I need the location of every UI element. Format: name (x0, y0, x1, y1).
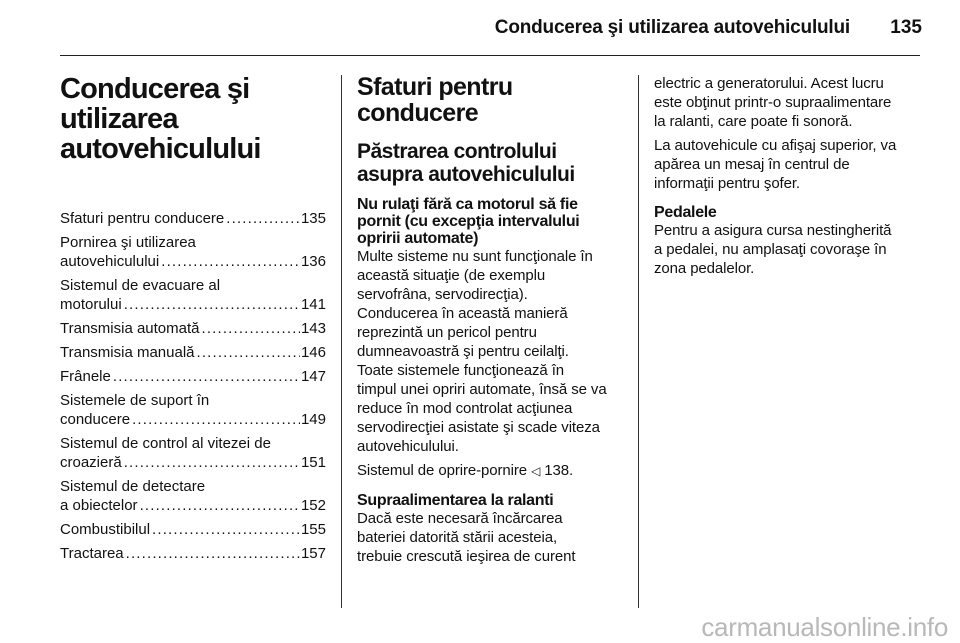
text-line: servofrâna, servodirecţia). (357, 286, 528, 303)
text-line: Multe sisteme nu sunt funcţionale în (357, 248, 593, 265)
pedals-heading: Pedalele (654, 204, 717, 221)
chapter-title-line: utilizarea (60, 103, 178, 135)
text-line: reprezintă un pericol pentru (357, 324, 537, 341)
toc-entry[interactable] (60, 477, 326, 515)
toc-leader-dots (202, 319, 300, 338)
header-divider (60, 55, 920, 56)
text-line: electric a generatorului. Acest lucru (654, 75, 884, 92)
toc-entry-label: Frânele (60, 368, 111, 385)
toc-leader-dots (226, 209, 300, 228)
idle-boost-text-part1 (357, 509, 627, 566)
toc-entry-label: Transmisia automată (60, 320, 200, 337)
heading-line: pornit (cu excepţia intervalului (357, 213, 580, 230)
engine-warning-heading (357, 196, 627, 247)
toc-entry-label: autovehiculului (60, 253, 160, 270)
column-divider-right (638, 75, 639, 608)
toc-leader-dots (113, 367, 300, 386)
text-line: zona pedalelor. (654, 260, 755, 277)
text-line: informaţii pentru şofer. (654, 175, 801, 192)
right-column (654, 74, 924, 283)
toc-column (60, 74, 326, 568)
toc-leader-dots (132, 410, 300, 429)
toc-page-number: 146 (300, 344, 326, 361)
toc-entry[interactable] (60, 367, 326, 386)
toc-leader-dots (124, 295, 300, 314)
toc-page-number: 135 (300, 210, 326, 227)
toc-entry[interactable] (60, 343, 326, 362)
toc-leader-dots (140, 496, 300, 515)
toc-leader-dots (126, 544, 300, 563)
section-title (357, 74, 627, 126)
chapter-title-line: autovehiculului (60, 133, 261, 165)
idle-boost-note (654, 136, 924, 193)
toc-page-number: 155 (300, 521, 326, 538)
idle-boost-heading: Supraalimentarea la ralanti (357, 492, 554, 509)
toc-page-number: 152 (300, 497, 326, 514)
text-line: dumneavoastră şi pentru ceilalţi. (357, 343, 569, 360)
subsection-title-line: Păstrarea controlului (357, 140, 557, 163)
text-line: Conducerea în această manieră (357, 305, 568, 322)
text-line: reduce în mod controlat acţiunea (357, 400, 573, 417)
chapter-title (60, 74, 326, 164)
page-number: 135 (890, 17, 922, 38)
main-column (357, 74, 627, 571)
section-title-line: Sfaturi pentru (357, 73, 513, 101)
toc-page-number: 141 (300, 296, 326, 313)
section-title-line: conducere (357, 99, 479, 127)
text-line: Pentru a asigura cursa nestingherită (654, 222, 892, 239)
text-line: apărea un mesaj în centrul de (654, 156, 850, 173)
chapter-title-line: Conducerea şi (60, 73, 250, 105)
toc-entry-label: Combustibilul (60, 521, 151, 538)
text-line: autovehiculului. (357, 438, 459, 455)
toc-entry-label: Sistemul de detectare (60, 478, 206, 495)
toc-page-number: 147 (300, 368, 326, 385)
subsection-title-line: asupra autovehiculului (357, 163, 575, 186)
text-line: bateriei datorită stării acesteia, (357, 529, 558, 546)
toc-entry-label: Sfaturi pentru conducere (60, 210, 225, 227)
arrow-reference-icon: ◁ (531, 464, 541, 478)
text-line: Dacă este necesară încărcarea (357, 510, 563, 527)
toc-leader-dots (152, 520, 300, 539)
toc-page-number: 136 (300, 253, 326, 270)
toc-entry[interactable] (60, 276, 326, 314)
toc-entry[interactable] (60, 391, 326, 429)
toc-entry[interactable] (60, 434, 326, 472)
toc-entry-label: motorului (60, 296, 122, 313)
pedals-text (654, 221, 924, 278)
reference-text: Sistemul de oprire-pornire (357, 462, 527, 479)
toc-leader-dots (124, 453, 300, 472)
toc-leader-dots (197, 343, 300, 362)
toc-entry-label: Transmisia manuală (60, 344, 195, 361)
toc-entry[interactable] (60, 233, 326, 271)
subsection-title (357, 140, 627, 186)
table-of-contents (60, 209, 326, 563)
heading-line: opririi automate) (357, 230, 479, 247)
toc-entry-label: croazieră (60, 454, 122, 471)
stop-start-reference (357, 461, 627, 481)
toc-entry[interactable] (60, 209, 326, 228)
text-line: este obţinut printr-o supraalimentare (654, 94, 892, 111)
toc-entry-label: Sistemele de suport în (60, 392, 210, 409)
toc-entry[interactable] (60, 544, 326, 563)
toc-entry[interactable] (60, 319, 326, 338)
column-divider-left (341, 75, 342, 608)
text-line: această situaţie (de exemplu (357, 267, 546, 284)
toc-entry-label: Pornirea şi utilizarea (60, 234, 196, 251)
text-line: La autovehicule cu afişaj superior, va (654, 137, 897, 154)
watermark: carmanualsonline.info (701, 612, 948, 642)
toc-page-number: 157 (300, 545, 326, 562)
toc-page-number: 151 (300, 454, 326, 471)
toc-page-number: 149 (300, 411, 326, 428)
heading-line: Nu rulaţi fără ca motorul să fie (357, 196, 578, 213)
toc-page-number: 143 (300, 320, 326, 337)
text-line: servodirecţiei asistate şi scade viteza (357, 419, 600, 436)
toc-entry-label: conducere (60, 411, 131, 428)
running-header-title: Conducerea şi utilizarea autovehiculului (494, 17, 850, 38)
toc-entry-label: a obiectelor (60, 497, 138, 514)
toc-entry-label: Sistemul de control al vitezei de (60, 435, 271, 452)
text-line: Toate sistemele funcţionează în (357, 362, 565, 379)
toc-entry[interactable] (60, 520, 326, 539)
idle-boost-text-part2 (654, 74, 924, 131)
engine-warning-text (357, 247, 627, 456)
reference-page[interactable]: 138. (544, 462, 574, 479)
text-line: la ralanti, care poate fi sonoră. (654, 113, 853, 130)
toc-entry-label: Tractarea (60, 545, 124, 562)
text-line: a pedalei, nu amplasaţi covoraşe în (654, 241, 887, 258)
text-line: trebuie crescută ieşirea de curent (357, 548, 576, 565)
text-line: timpul unei opriri automate, însă se va (357, 381, 607, 398)
toc-leader-dots (161, 252, 300, 271)
toc-entry-label: Sistemul de evacuare al (60, 277, 221, 294)
